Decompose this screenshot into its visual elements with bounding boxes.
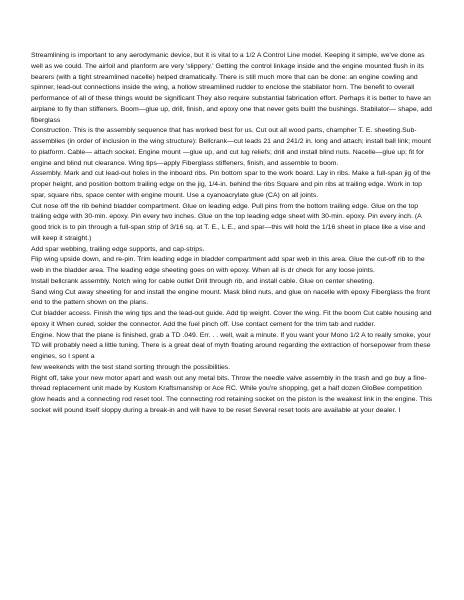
paragraph-flip-wing: Flip wing upside down, and re-pin. Trim leading edge in bladder compartment add spar web in this area. Glue the cut-off rib to the web in the bladder area. The leading edge sheeting goes on with epoxy. When all is dr check for any loose joints. bbox=[31, 256, 425, 274]
paragraph-assembly: Assembly. Mark and cut lead-out holes in the inboard ribs. Pin bottom spar to the work board. Lay in ribs. Make a full-span jig of the proper height, and position bottom trailing edge on the jig, 1/4-in. behind the ribs Square and pin ribs at trailing edge. Work in top spar, square ribs, space center with engine mount. Use a cyanoacrylate glue (CA) on all joints. bbox=[31, 170, 431, 199]
paragraph-sand-wing: Sand wing Cut away sheeting for and install the engine mount. Mask blind nuts, and glue on nacelle with epoxy Fiberglass the front end to the pattern shown on the plans. bbox=[31, 288, 430, 307]
paragraph-right-off: Right off, take your new motor apart and wash out any metal bits. Throw the needle valve assembly in the trash and go buy a fine-thread replacement unit made by Kustom Kraftsmanship or Ace RC. While you're shopping, get a half dozen GloBee competition glow heads and a connecting rod reset tool. The connecting rod retaining socket on the piston is the weakest link in the engine. This socket will pound itself sloppy during a break-in and will have to be reset Several reset tools are available at your dealer. I bbox=[31, 374, 433, 414]
document-page bbox=[31, 51, 436, 417]
paragraph-leading-edge: Cut nose off the rib behind bladder compartment. Glue on leading edge. Pull pins from the bottom trailing edge. Glue on the top trailing edge with 30-min. epoxy. Pin every two inches. Glue on the top leading edge sheet with 30-min. epoxy. Pin every inch. (A good trick is to pin through a full-span strip of 3/16 sq. at T. E., L E., and spar—this will hold the 1/16 sheet in place like a vise and will keep it straight.) bbox=[31, 202, 426, 242]
paragraph-engine: Engine. Now that the plane is finished, grab a TD .049. Err. . . well, wait a minute. If you want your Mono 1/2 A to really smoke, your TD will probably need a little tuning. There is a great deal of myth floating around regarding the extraction of horsepower from these engines, so I spent a bbox=[31, 331, 431, 360]
paragraph-construction: Construction. This is the assembly sequence that has worked best for us. Cut out all wood parts, champher T. E. sheeting.Sub-assemblies (in order of inclusion in the wing structure): Bellcrank—cut leads 21 and 241/2 in. long and attach; install ball link; mount to platform. Cable— attach socket. Engine mount —glue up, and cut lug reliefs; drill and install blind nuts. Nacelle—glue up; fit for engine and blind nut clearance. Wing tips—apply Fiberglass stiffeners, finish, and assemble to boom. bbox=[31, 127, 432, 167]
paragraph-intro: Streamlining is important to any aerodymanic device, but it is vital to a 1/2 A Control Line model. Keeping it simple, we've done as well as we could. The airfoil and planform are very 'slippery.' Getting the control linkage inside and the engine mounted flush in its bearers (with a tight streamlined nacelle) helped dramatically. There is still much more that can be done: an engine cowling and spinner, lead-out connections inside the wing, a hollow streamlined rudder to enclose the stabilator horn. The benefit to overall performance of all of these things would be significant They also require substantial fabrication effort. Perhaps it is better to have an airplane to fly than stiffeners. Boom—glue up, drill, finish, and epoxy one that never gets built! the bushings. Stabilator— shape, add fiberglass bbox=[31, 52, 432, 124]
paragraph-engine-continued: few weekends with the test stand sorting through the possibilities. bbox=[31, 363, 231, 371]
paragraph-spar-webbing: Add spar webbing, trailing edge supports, and cap-strips. bbox=[31, 245, 205, 253]
paragraph-bellcrank: Install bellcrank assembly. Notch wing for cable outlet Drill through rib, and install cable. Glue on center sheeting. bbox=[31, 277, 375, 285]
paragraph-bladder-access: Cut bladder access. Finish the wing tips and the lead-out guide. Add tip weight. Cover the wing. Fit the boom Cut cable housing and epoxy it When cured, solder the connector. Add the fuel pinch off. Use contact cement for the trim tab and rudder. bbox=[31, 310, 432, 328]
